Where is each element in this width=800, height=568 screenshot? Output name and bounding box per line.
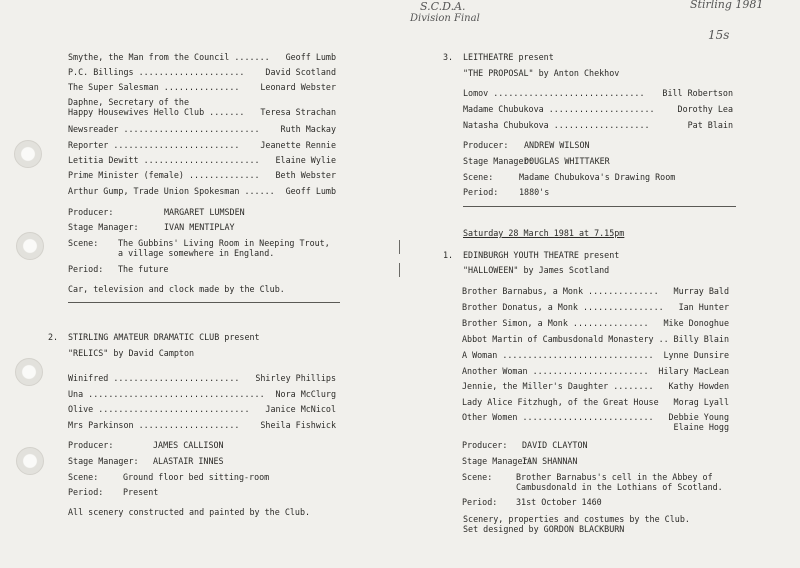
cast-role: Arthur Gump, Trade Union Spokesman ...... — [68, 186, 275, 196]
date-heading: Saturday 28 March 1981 at 7.15pm — [463, 228, 625, 238]
cast-role: Lomov .............................. — [463, 88, 645, 98]
credit-value: IAN SHANNAN — [522, 456, 578, 466]
cast-role: Reporter ......................... — [68, 140, 240, 150]
cast-role: Other Women .......................... — [462, 412, 654, 422]
note-play-4: Scenery, properties and costumes by the Club. Set designed by GORDON BLACKBURN — [463, 514, 690, 534]
credit-label: Stage Manager: — [463, 156, 534, 166]
fold-mark — [399, 263, 400, 277]
play-title-2: "RELICS" by David Campton — [68, 348, 195, 358]
company-1: EDINBURGH YOUTH THEATRE present — [463, 250, 620, 260]
cast-actor: Teresa Strachan — [260, 107, 336, 117]
credit-value: The Gubbins' Living Room in Neeping Trout, a village somewhere in England. — [118, 238, 330, 258]
company-3: LEITHEATRE present — [463, 52, 554, 62]
cast-role: Brother Barnabus, a Monk .............. — [462, 286, 659, 296]
cast-actor: Sheila Fishwick — [260, 420, 336, 430]
cast-role: Lady Alice Fitzhugh, of the Great House — [462, 397, 659, 407]
credit-label: Scene: — [68, 238, 99, 248]
punch-hole — [16, 447, 44, 475]
cast-actor: Elaine Wylie — [275, 155, 336, 165]
cast-actor: Beth Webster — [275, 170, 336, 180]
handwritten-corner-mark: 15s — [708, 28, 730, 42]
cast-role: Olive .............................. — [68, 404, 250, 414]
credit-label: Period: — [68, 487, 104, 497]
section-number-3: 3. — [443, 52, 454, 62]
credit-label: Producer: — [68, 207, 114, 217]
credit-label: Period: — [463, 187, 499, 197]
credit-label: Scene: — [462, 472, 493, 482]
cast-actor: Dorothy Lea — [677, 104, 733, 114]
cast-role: Abbot Martin of Cambusdonald Monastery .. — [462, 334, 669, 344]
cast-role: Another Woman ....................... — [462, 366, 649, 376]
credit-label: Producer: — [463, 140, 509, 150]
cast-actor: Bill Robertson — [662, 88, 733, 98]
note-play-1: Car, television and clock made by the Club. — [68, 284, 285, 294]
play-title-3: "THE PROPOSAL" by Anton Chekhov — [463, 68, 620, 78]
credit-value: ANDREW WILSON — [524, 140, 590, 150]
cast-role: A Woman .............................. — [462, 350, 654, 360]
cast-actor: Geoff Lumb — [285, 186, 336, 196]
credit-value: DAVID CLAYTON — [522, 440, 588, 450]
cast-actor: Billy Blain — [673, 334, 729, 344]
cast-actor: Lynne Dunsire — [663, 350, 729, 360]
handwritten-event: Division Final — [410, 13, 480, 24]
cast-actor: Morag Lyall — [673, 397, 729, 407]
credit-value: IVAN MENTIPLAY — [164, 222, 235, 232]
cast-role: Winifred ......................... — [68, 373, 240, 383]
cast-role: Brother Simon, a Monk ............... — [462, 318, 649, 328]
credit-label: Stage Manager: — [68, 222, 139, 232]
credit-value: 1880's — [519, 187, 550, 197]
cast-actor: Kathy Howden — [668, 381, 729, 391]
cast-role: P.C. Billings ..................... — [68, 67, 245, 77]
credit-value: 31st October 1460 — [516, 497, 602, 507]
handwritten-place-year: Stirling 1981 — [690, 0, 764, 11]
play-title-1: "HALLOWEEN" by James Scotland — [463, 265, 610, 275]
note-play-2: All scenery constructed and painted by the Club. — [68, 507, 311, 517]
credit-label: Period: — [68, 264, 104, 274]
cast-actor: Leonard Webster — [260, 82, 336, 92]
cast-actor: Jeanette Rennie — [260, 140, 336, 150]
punch-hole — [14, 140, 42, 168]
cast-actor: Debbie Young Elaine Hogg — [668, 412, 729, 432]
credit-label: Period: — [462, 497, 498, 507]
section-number-1: 1. — [443, 250, 454, 260]
cast-actor: Geoff Lumb — [285, 52, 336, 62]
cast-role: Una ................................... — [68, 389, 265, 399]
cast-actor: Mike Donoghue — [663, 318, 729, 328]
credit-value: DOUGLAS WHITTAKER — [524, 156, 610, 166]
cast-role: Prime Minister (female) .............. — [68, 170, 260, 180]
credit-value: Present — [123, 487, 159, 497]
credit-value: Madame Chubukova's Drawing Room — [519, 172, 676, 182]
punch-hole — [16, 232, 44, 260]
cast-role: Jennie, the Miller's Daughter ........ — [462, 381, 654, 391]
cast-actor: Ian Hunter — [678, 302, 729, 312]
cast-actor: Janice McNicol — [265, 404, 336, 414]
credit-value: Brother Barnabus's cell in the Abbey of Cambusdonald in the Lothians of Scotland. — [516, 472, 723, 492]
company-2: STIRLING AMATEUR DRAMATIC CLUB present — [68, 332, 260, 342]
cast-actor: Murray Bald — [673, 286, 729, 296]
cast-actor: David Scotland — [265, 67, 336, 77]
cast-role: Newsreader ........................... — [68, 124, 260, 134]
cast-role: The Super Salesman ............... — [68, 82, 240, 92]
credit-value: ALASTAIR INNES — [153, 456, 224, 466]
credit-label: Scene: — [68, 472, 99, 482]
cast-actor: Ruth Mackay — [280, 124, 336, 134]
credit-label: Stage Manager: — [68, 456, 139, 466]
cast-role: Smythe, the Man from the Council ....... — [68, 52, 270, 62]
cast-actor: Pat Blain — [687, 120, 733, 130]
credit-label: Stage Manager: — [462, 456, 533, 466]
credit-value: The future — [118, 264, 169, 274]
cast-role: Brother Donatus, a Monk ................ — [462, 302, 664, 312]
fold-mark — [399, 240, 400, 254]
cast-role: Natasha Chubukova ................... — [463, 120, 650, 130]
section-number-2: 2. — [48, 332, 59, 342]
cast-role: Letitia Dewitt ....................... — [68, 155, 260, 165]
credit-label: Scene: — [463, 172, 494, 182]
cast-actor: Shirley Phillips — [255, 373, 336, 383]
cast-role: Daphne, Secretary of the Happy Housewives Hello Club ....... — [68, 97, 245, 117]
credit-value: MARGARET LUMSDEN — [164, 207, 245, 217]
cast-actor: Hilary MacLean — [658, 366, 729, 376]
cast-role: Madame Chubukova ..................... — [463, 104, 655, 114]
handwritten-org: S.C.D.A. — [420, 0, 466, 13]
credit-label: Producer: — [462, 440, 508, 450]
credit-value: Ground floor bed sitting-room — [123, 472, 270, 482]
section-divider — [463, 206, 736, 207]
credit-value: JAMES CALLISON — [153, 440, 224, 450]
punch-hole — [15, 358, 43, 386]
cast-actor: Nora McClurg — [275, 389, 336, 399]
section-divider — [68, 302, 340, 303]
credit-label: Producer: — [68, 440, 114, 450]
cast-role: Mrs Parkinson .................... — [68, 420, 240, 430]
